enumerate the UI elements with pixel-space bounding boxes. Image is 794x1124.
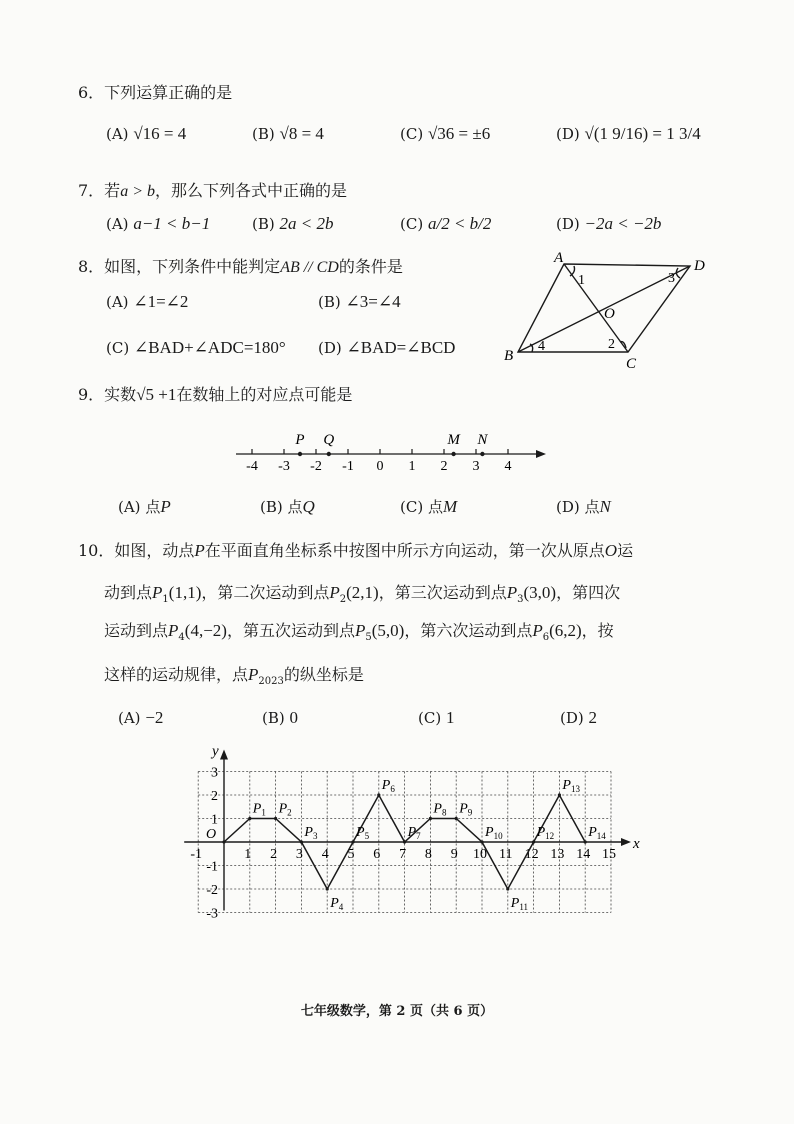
angle-3-arc xyxy=(676,268,680,278)
q6-option-a[interactable]: (A) √16 = 4 xyxy=(106,124,187,143)
point-label-p6: $P_6$ xyxy=(381,778,395,794)
q8-option-c[interactable]: (C) ∠BAD+∠ADC=180° xyxy=(106,338,286,357)
q9-stem: 9．实数√5 +1在数轴上的对应点可能是 xyxy=(78,385,353,404)
x-axis-arrow xyxy=(621,838,631,846)
tick-label: 0 xyxy=(376,459,384,474)
q6-b-expr: √8 = 4 xyxy=(279,124,324,143)
tick-label: -4 xyxy=(246,459,258,474)
point-label-p13: $P_{13}$ xyxy=(562,778,580,794)
q7-option-d[interactable]: (D) −2a < −2b xyxy=(556,214,662,233)
x-tick-label: 1 xyxy=(244,847,252,862)
tick-label: -2 xyxy=(310,459,322,474)
q6-option-c[interactable]: (C) √36 = ±6 xyxy=(400,124,491,143)
q7-d-expr: −2a < −2b xyxy=(584,214,662,233)
angle-2-label: 2 xyxy=(608,337,615,352)
q7-stem: 7．若a > b，那么下列各式中正确的是 xyxy=(78,181,347,200)
point-label: Q xyxy=(323,432,335,448)
point-label-o: O xyxy=(206,827,217,842)
x-tick-label: 9 xyxy=(450,847,458,862)
x-tick-label: -1 xyxy=(190,847,203,862)
y-tick-label: -2 xyxy=(206,883,218,898)
label-o: O xyxy=(604,306,615,322)
q8-option-a[interactable]: (A) ∠1=∠2 xyxy=(106,292,189,311)
point-label-p9: $P_9$ xyxy=(459,801,473,818)
page-footer: 七年级数学，第 2 页（共 6 页） xyxy=(300,1004,494,1019)
label-b: B xyxy=(504,348,514,364)
point-label-p1: $P_1$ xyxy=(252,801,266,818)
number-line-arrow xyxy=(536,450,546,458)
q6-a-expr: √16 = 4 xyxy=(133,124,187,143)
angle-1-arc xyxy=(570,266,575,276)
point-label: P xyxy=(295,432,305,448)
y-axis-arrow xyxy=(220,750,228,760)
y-tick-label: 3 xyxy=(211,765,218,781)
q7-option-c[interactable]: (C) a/2 < b/2 xyxy=(400,214,492,233)
q7-c-expr: a/2 < b/2 xyxy=(427,214,492,233)
path-point xyxy=(222,840,225,843)
q10-line-1: 10．如图，动点P在平面直角坐标系中按图中所示方向运动，第一次从原点O运 xyxy=(78,541,634,560)
point-label-p7: $P_7$ xyxy=(407,825,421,841)
path-point xyxy=(351,840,354,843)
q9-option-d[interactable]: (D) 点N xyxy=(556,497,611,516)
point-label-p12: $P_{12}$ xyxy=(536,825,555,841)
point-label-p10: $P_{10}$ xyxy=(485,825,503,841)
tick-label: -1 xyxy=(342,459,354,474)
q9-option-a[interactable]: (A) 点P xyxy=(118,497,171,516)
q9-option-c[interactable]: (C) 点M xyxy=(400,497,458,516)
point-label-p2: $P_2$ xyxy=(278,801,292,818)
q10-line-3: 运动到点$P_4(4,-2)$，第五次运动到点$P_5(5,0)$，第六次运动到点$P_6(6,2)$，按 xyxy=(104,621,614,644)
q7-option-a[interactable]: (A) a−1 < b−1 xyxy=(106,214,211,233)
q6-option-b[interactable]: (B) √8 = 4 xyxy=(252,124,324,143)
q8-d-expr: ∠BAD=∠BCD xyxy=(346,338,456,357)
path-point xyxy=(300,840,303,843)
point-p xyxy=(298,452,302,456)
y-axis-label: y xyxy=(212,743,219,760)
q8-stem: 8．如图，下列条件中能判定AB // CD的条件是 xyxy=(78,257,403,276)
x-tick-label: 4 xyxy=(321,847,329,862)
q8-option-b[interactable]: (B) ∠3=∠4 xyxy=(318,292,401,311)
angle-1-label: 1 xyxy=(578,273,585,288)
x-tick-label: 8 xyxy=(424,847,432,862)
path-point xyxy=(377,793,380,796)
point-q xyxy=(327,452,331,456)
q6-stem: 6．下列运算正确的是 xyxy=(78,83,233,102)
path-point xyxy=(584,840,587,843)
angle-3-label: 3 xyxy=(668,271,675,286)
path-point xyxy=(326,887,329,890)
label-d: D xyxy=(694,258,705,274)
q7-condition: a > b xyxy=(120,183,155,200)
x-tick-label: 15 xyxy=(602,847,616,862)
q10-option-c[interactable]: (C) 1 xyxy=(418,708,455,727)
number-line xyxy=(230,424,550,476)
q8-figure xyxy=(498,248,718,380)
tick-label: 1 xyxy=(408,459,416,474)
path-point xyxy=(558,793,561,796)
tick-label: -3 xyxy=(278,459,290,474)
q6-c-expr: √36 = ±6 xyxy=(427,124,491,143)
q6-option-d[interactable]: (D) √(1 9/16) = 1 3/4 xyxy=(556,124,701,143)
q10-option-b[interactable]: (B) 0 xyxy=(262,708,299,727)
point-n xyxy=(480,452,484,456)
path-point xyxy=(480,840,483,843)
y-tick-label: 2 xyxy=(211,789,218,804)
coordinate-chart xyxy=(180,738,640,924)
q8-a-expr: ∠1=∠2 xyxy=(133,292,189,311)
q8-c-expr: ∠BAD+∠ADC=180° xyxy=(133,338,286,357)
x-tick-label: 11 xyxy=(499,847,513,862)
y-tick-label: -3 xyxy=(206,906,218,922)
x-tick-label: 5 xyxy=(347,847,355,862)
path-point xyxy=(274,817,277,820)
point-label-p4: $P_4$ xyxy=(330,896,344,912)
q10-line-2: 动到点$P_1(1,1)$，第二次运动到点$P_2(2,1)$，第三次运动到点$P_3(3,0)$，第四次 xyxy=(104,583,621,606)
point-label: N xyxy=(477,432,488,448)
x-tick-label: 10 xyxy=(473,847,487,862)
x-tick-label: 12 xyxy=(524,847,539,862)
path-point xyxy=(532,840,535,843)
tick-label: 3 xyxy=(472,459,480,474)
path-point xyxy=(506,887,509,890)
label-c: C xyxy=(626,356,637,372)
point-label-p3: $P_3$ xyxy=(304,825,318,841)
path-point xyxy=(429,817,432,820)
point-label-p14: $P_{14}$ xyxy=(588,825,606,841)
tick-label: 4 xyxy=(504,459,512,474)
q7-option-b[interactable]: (B) 2a < 2b xyxy=(252,214,334,233)
label-a: A xyxy=(554,250,564,266)
tick-label: 2 xyxy=(440,459,448,474)
q8-b-expr: ∠3=∠4 xyxy=(345,292,401,311)
x-tick-label: 13 xyxy=(550,847,565,862)
path-point xyxy=(248,817,251,820)
point-m xyxy=(451,452,455,456)
point-label-p5: $P_5$ xyxy=(356,825,370,841)
x-axis-label: x xyxy=(633,836,640,852)
q9-expr: √5 +1 xyxy=(136,385,177,404)
diagonal-ac xyxy=(564,264,628,352)
x-tick-label: 3 xyxy=(295,847,303,862)
x-tick-label: 14 xyxy=(576,847,591,862)
q10-line-4: 这样的运动规律，点$P_{2023}$的纵坐标是 xyxy=(104,665,364,688)
x-tick-label: 7 xyxy=(399,847,407,862)
x-tick-label: 6 xyxy=(373,847,381,862)
path-point xyxy=(455,817,458,820)
y-tick-label: -1 xyxy=(206,859,218,875)
q8-option-d[interactable]: (D) ∠BAD=∠BCD xyxy=(318,338,456,357)
q8-condition: AB // CD xyxy=(280,259,339,276)
x-tick-label: 2 xyxy=(270,847,278,862)
q6-d-expr: √(1 9/16) = 1 3/4 xyxy=(584,124,701,143)
point-label-p11: $P_{11}$ xyxy=(510,896,529,912)
point-label: M xyxy=(447,432,460,448)
path-point xyxy=(403,840,406,843)
q10-option-d[interactable]: (D) 2 xyxy=(560,708,598,727)
point-label-p8: $P_8$ xyxy=(433,801,447,818)
y-tick-label: 1 xyxy=(211,812,218,828)
q10-option-a[interactable]: (A) −2 xyxy=(118,708,164,727)
q7-b-expr: 2a < 2b xyxy=(279,214,334,233)
q7-a-expr: a−1 < b−1 xyxy=(133,214,211,233)
angle-4-label: 4 xyxy=(538,339,545,354)
q9-option-b[interactable]: (B) 点Q xyxy=(260,497,315,516)
